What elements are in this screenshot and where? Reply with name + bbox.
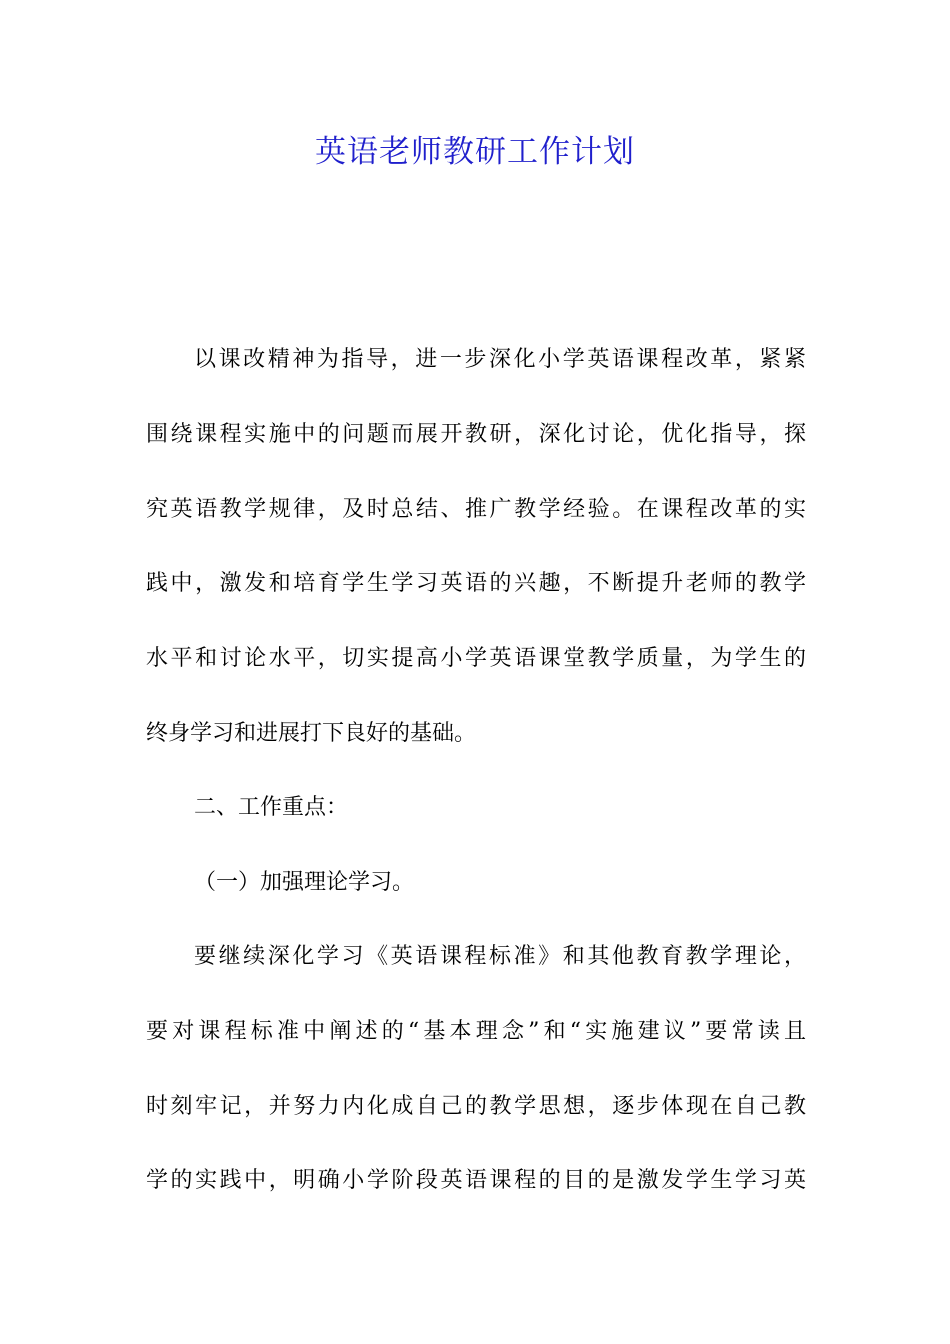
- paragraph-line: 时刻牢记，并努力内化成自己的教学思想，逐步体现在自己教: [146, 1094, 806, 1119]
- paragraph-line: 以课改精神为指导，进一步深化小学英语课程改革，紧紧: [194, 347, 806, 372]
- paragraph-line: 践中，激发和培育学生学习英语的兴趣，不断提升老师的教学: [146, 571, 806, 596]
- subsection-heading: （一）加强理论学习。: [194, 870, 415, 895]
- paragraph-line: 学的实践中，明确小学阶段英语课程的目的是激发学生学习英: [146, 1168, 806, 1193]
- paragraph-line: 究英语教学规律，及时总结、推广教学经验。在课程改革的实: [146, 497, 806, 522]
- section-heading: 二、工作重点：: [194, 795, 349, 820]
- paragraph-line: 水平和讨论水平，切实提高小学英语课堂教学质量，为学生的: [146, 646, 806, 671]
- paragraph-line: 终身学习和进展打下良好的基础。: [146, 721, 477, 746]
- document-title: 英语老师教研工作计划: [315, 134, 635, 170]
- paragraph-line: 围绕课程实施中的问题而展开教研，深化讨论，优化指导，探: [146, 422, 806, 447]
- paragraph-line: 要继续深化学习《英语课程标准》和其他教育教学理论，: [194, 944, 806, 969]
- paragraph-line: 要对课程标准中阐述的“基本理念”和“实施建议”要常读且: [146, 1019, 806, 1044]
